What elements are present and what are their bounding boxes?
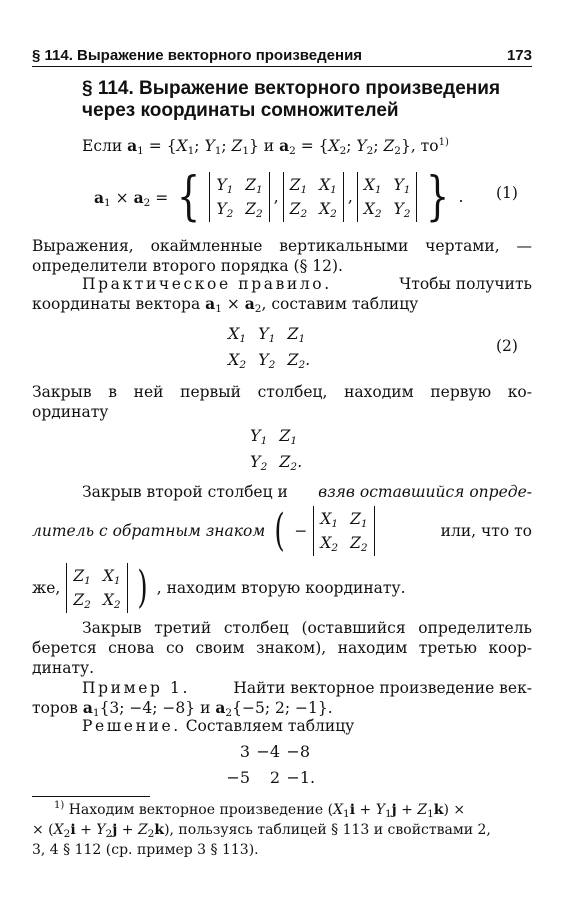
close-first-line2: ординату — [32, 403, 109, 421]
determinant-zx: $Z_1$ $X_1$ $Z_2$ $X_2$ — [283, 172, 344, 222]
numeric-row-1: 3 −4 −8 — [239, 741, 310, 761]
footnote-line3: 3, 4 § 112 (ср. пример 3 § 113). — [32, 842, 259, 858]
coords-line: координаты вектора $a_1 \times a_2$, составим таблицу — [32, 294, 419, 315]
vectors-line: торов $a_1\{3$; −4; −8} и $a_2\{-5$; 2; −1}. — [32, 698, 333, 719]
determinant-xy: $X_1$ $Y_1$ $X_2$ $Y_2$ — [357, 172, 418, 222]
yz-table: $Y_1$ $Z_1$ $Y_2$ $Z_2$. — [250, 425, 303, 473]
rule-rest: Чтобы получить — [399, 275, 532, 293]
expressions-line1: Выражения, окаймленные вертикальными чертами, — — [32, 237, 532, 255]
running-head — [32, 44, 532, 64]
right-brace: } — [426, 167, 450, 227]
page-number: 173 — [506, 47, 532, 64]
third-line2: берется снова со своим знаком), находим третью коор- — [32, 639, 532, 657]
intro-then: то — [420, 137, 439, 155]
same-line: же, $Z_1$ $X_1$ $Z_2$ $X_2$ ) , находим вторую координату. — [32, 562, 406, 613]
third-line3: динату. — [32, 659, 95, 677]
intro-if: Если — [82, 137, 123, 155]
expressions-line2: определители второго порядка (§ 12). — [32, 257, 343, 275]
formula-number: (1) — [496, 184, 518, 202]
intro-line: Если $a_1 = \{X_1$; $Y_1$; $Z_1$} и $a_2 = \{X_2$; $Y_2$; $Z_2$}, $то^{1)}$ — [82, 136, 449, 157]
numeric-table — [220, 738, 315, 790]
footnote-line1: $^{1)}$ Находим векторное произведение $(X_1i + Y_1j + Z_1k)$ × — [54, 800, 466, 820]
determinant-yz: $Y_1$ $Z_1$ $Y_2$ $Z_2$ — [209, 172, 269, 222]
numeric-row-2: −5 2 −1 . — [226, 767, 316, 787]
symbol-table: $X_1$ $Y_1$ $Z_1$ $X_2$ $Y_2$ $Z_2$. — [228, 323, 311, 371]
section-title — [82, 78, 532, 122]
rule-label: Практическое правило. — [82, 275, 332, 293]
solution-line: Решение. Составляем таблицу — [82, 717, 355, 735]
det-phrase-line: литель с обратным знаком ( − $X_1$ $Z_1$ $X_2$ $Z_2$ или, что то — [32, 505, 532, 556]
example-label: Пример 1. — [82, 679, 191, 697]
section-title-line1: § 114. Выражение векторного произведения — [82, 78, 501, 99]
example-line: Пример 1. Найти векторное произведение век- — [82, 679, 532, 697]
third-line1: Закрыв третий столбец (оставшийся определитель — [82, 619, 532, 637]
header-rule — [32, 66, 532, 67]
section-title-line2: через координаты сомножителей — [82, 100, 399, 121]
table-number: (2) — [496, 337, 518, 355]
cross-product-formula: $a_1 \times a_2$ = { $Y_1$ $Z_1$ $Y_2$ $Z_2$ , $Z_1$ $X_1$ $Z_2$ $X_2$ , $X_1$ $Y_1$ $X_2$ $Y_2$ } . — [94, 167, 464, 227]
footnote — [32, 800, 532, 860]
determinant-xz: $X_1$ $Z_1$ $X_2$ $Z_2$ — [313, 506, 374, 556]
determinant-zx2: $Z_1$ $X_1$ $Z_2$ $X_2$ — [66, 563, 127, 613]
det-phrase: литель с обратным знаком — [32, 522, 266, 540]
left-brace: { — [177, 167, 201, 227]
rule-line — [82, 274, 532, 294]
close-second-line: Закрыв второй столбец и взяв оставшийся опреде- — [82, 483, 532, 501]
footnote-line2: × $(X_2i + Y_2j + Z_2k)$, пользуясь таблицей § 113 и свойствами 2, — [32, 822, 491, 840]
solution-label: Решение. — [82, 717, 181, 735]
close-first-line1: Закрыв в ней первый столбец, находим первую ко- — [32, 383, 532, 401]
footnote-rule — [32, 796, 150, 797]
running-title: § 114. Выражение векторного произведения — [32, 47, 363, 64]
